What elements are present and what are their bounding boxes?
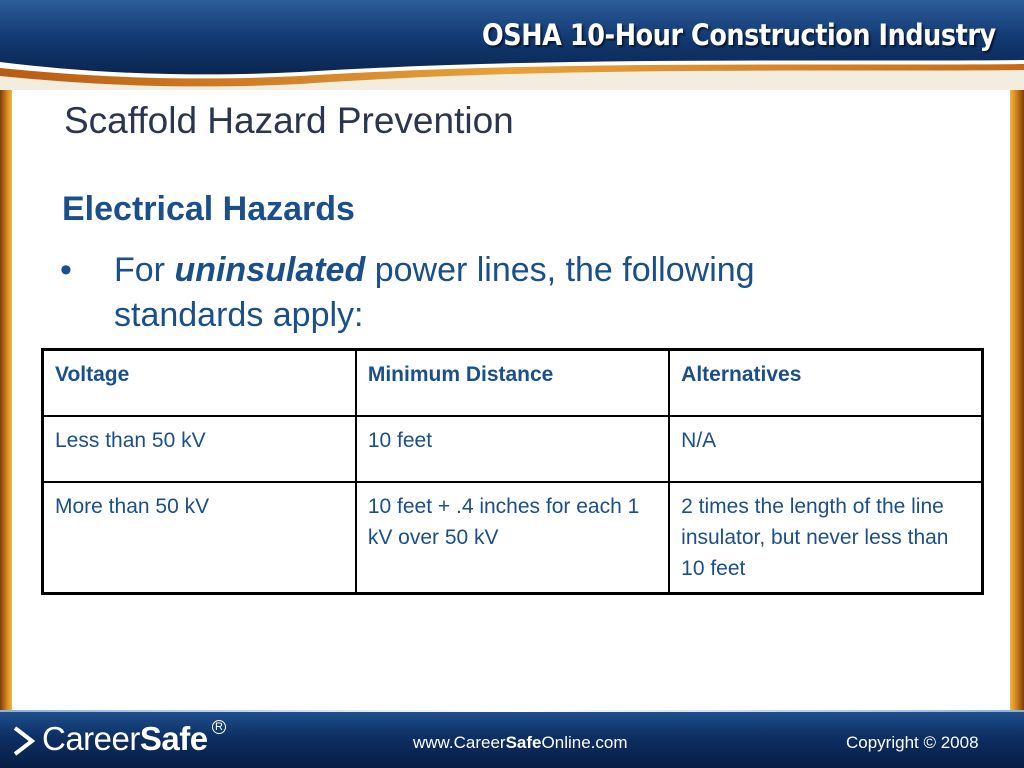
bullet-emphasis: uninsulated xyxy=(174,251,366,289)
power-line-standards-table xyxy=(41,348,984,595)
table-row xyxy=(43,482,983,594)
logo-wordmark xyxy=(42,720,208,758)
table-header-cell: Minimum Distance xyxy=(356,350,669,417)
table-cell: 10 feet + .4 inches for each 1 kV over 50 kV xyxy=(356,482,669,594)
table-header-cell: Voltage xyxy=(43,350,356,417)
table-cell: 10 feet xyxy=(356,416,669,482)
registered-mark-icon: R xyxy=(212,720,226,734)
table-cell: N/A xyxy=(669,416,982,482)
table-cell: 2 times the length of the line insulator, but never less than 10 feet xyxy=(669,482,982,594)
frame-right-edge xyxy=(1010,0,1024,768)
slide-title: Scaffold Hazard Prevention xyxy=(64,100,514,141)
url-part2: Safe xyxy=(505,733,542,752)
table-cell: More than 50 kV xyxy=(43,482,356,594)
frame-left-edge xyxy=(0,0,12,768)
footer-url[interactable] xyxy=(413,733,628,753)
table-header-row xyxy=(43,350,983,417)
section-heading: Electrical Hazards xyxy=(62,190,355,228)
bullet-prefix: For xyxy=(114,251,175,289)
chevron-right-icon xyxy=(12,726,36,756)
bullet-text xyxy=(114,248,894,338)
logo-part1: Career xyxy=(42,720,140,757)
url-part1: www.Career xyxy=(413,733,506,752)
table-header-cell: Alternatives xyxy=(669,350,982,417)
table-cell: Less than 50 kV xyxy=(43,416,356,482)
bullet-dot: • xyxy=(60,251,72,289)
logo-part2: Safe xyxy=(139,720,208,757)
header-banner xyxy=(0,0,1024,90)
course-title: OSHA 10-Hour Construction Industry xyxy=(482,18,996,52)
table-row xyxy=(43,416,983,482)
url-part3: Online.com xyxy=(541,733,628,752)
footer-copyright: Copyright © 2008 xyxy=(846,733,979,752)
bullet-suffix: power lines, the following standards apply: xyxy=(114,251,755,334)
